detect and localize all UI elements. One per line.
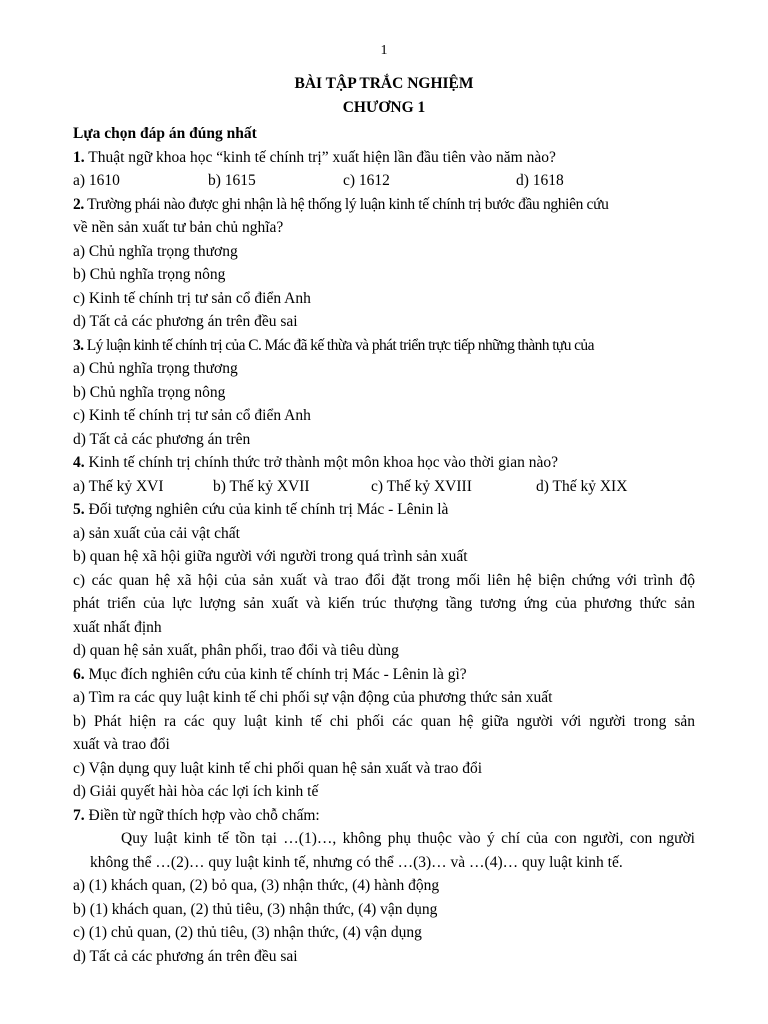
question-4	[73, 451, 695, 475]
option-a: a) (1) khách quan, (2) bỏ qua, (3) nhận thức, (4) hành động	[73, 877, 440, 894]
option-a: a) Thế kỷ XVI	[73, 477, 164, 495]
option-d: d) quan hệ sản xuất, phân phối, trao đổi và tiêu dùng	[73, 642, 399, 659]
question-text: Thuật ngữ khoa học “kinh tế chính trị” xuất hiện lần đầu tiên vào năm nào?	[84, 148, 556, 166]
chapter-heading: CHƯƠNG 1	[342, 99, 426, 116]
question-number: 6.	[73, 665, 85, 683]
option-a: a) Tìm ra các quy luật kinh tế chi phối sự vận động của phương thức sản xuất	[73, 689, 553, 706]
option-a: a) 1610	[73, 172, 120, 189]
question-2-continued: về nền sản xuất tư bản chủ nghĩa?	[73, 219, 284, 236]
option-d: d) Giải quyết hài hòa các lợi ích kinh tế	[73, 783, 319, 800]
option-b: b) Chủ nghĩa trọng nông	[73, 383, 226, 401]
question-1-options	[73, 169, 695, 193]
question-4-options	[73, 475, 695, 499]
option-d: d) Tất cả các phương án trên	[73, 430, 251, 448]
question-6	[73, 663, 695, 687]
option-c: c) (1) chủ quan, (2) thủ tiêu, (3) nhận thức, (4) vận dụng	[73, 924, 422, 941]
option-b: b) Chủ nghĩa trọng nông	[73, 266, 226, 283]
option-c-continued: xuất nhất định	[73, 618, 162, 636]
option-d: d) Tất cả các phương án trên đều sai	[73, 947, 298, 965]
question-number: 5.	[73, 501, 85, 518]
question-2	[73, 193, 695, 217]
question-number: 2.	[73, 195, 84, 213]
question-text: Mục đích nghiên cứu của kinh tế chính trị Mác - Lênin là gì?	[84, 665, 467, 683]
option-c: c) Kinh tế chính trị tư sản cổ điển Anh	[73, 289, 311, 307]
option-b: b) Thế kỷ XVII	[213, 477, 310, 495]
option-b: b) Phát hiện ra các quy luật kinh tế chi phối các quan hệ giữa người với người trong sản	[73, 712, 695, 730]
question-1	[73, 146, 695, 170]
option-c: c) Vận dụng quy luật kinh tế chi phối quan hệ sản xuất và trao đổi	[73, 759, 483, 777]
option-d: d) 1618	[516, 172, 564, 189]
question-number: 7.	[73, 806, 85, 824]
question-7	[73, 804, 695, 828]
option-c: c) Kinh tế chính trị tư sản cổ điển Anh	[73, 407, 311, 424]
question-3	[73, 334, 695, 358]
option-b: b) quan hệ xã hội giữa người với người trong quá trình sản xuất	[73, 548, 468, 565]
instruction-text: Lựa chọn đáp án đúng nhất	[73, 125, 257, 142]
question-text: Đối tượng nghiên cứu của kinh tế chính trị Mác - Lênin là	[84, 501, 449, 518]
option-d: d) Tất cả các phương án trên đều sai	[73, 313, 298, 330]
option-c: c) các quan hệ xã hội của sản xuất và trao đổi đặt trong mối liên hệ biện chứng với trình độ	[73, 571, 695, 589]
passage-line-1: Quy luật kinh tế tồn tại …(1)…, không phụ thuộc vào ý chí của con người, con người	[121, 830, 695, 847]
question-5	[73, 498, 695, 522]
question-text: Lý luận kinh tế chính trị của C. Mác đã kế thừa và phát triển trực tiếp những thành tựu của	[83, 336, 594, 354]
question-number: 1.	[73, 148, 85, 166]
option-c-continued: phát triển của lực lượng sản xuất và kiến trúc thượng tầng tương ứng của phương thức sản	[73, 595, 695, 612]
passage-line-2: không thể …(2)… quy luật kinh tế, nhưng có thể …(3)… và …(4)… quy luật kinh tế.	[90, 853, 623, 871]
question-number: 4.	[73, 454, 85, 471]
option-a: a) sản xuất của cải vật chất	[73, 524, 240, 542]
option-b: b) 1615	[208, 172, 256, 189]
question-text: Kinh tế chính trị chính thức trở thành một môn khoa học vào thời gian nào?	[84, 454, 558, 471]
question-number: 3.	[73, 336, 84, 354]
option-c: c) 1612	[343, 172, 390, 189]
option-a: a) Chủ nghĩa trọng thương	[73, 242, 238, 260]
option-d: d) Thế kỷ XIX	[536, 477, 628, 495]
question-text: Điền từ ngữ thích hợp vào chỗ chấm:	[84, 806, 320, 824]
option-b: b) (1) khách quan, (2) thủ tiêu, (3) nhận thức, (4) vận dụng	[73, 900, 438, 918]
exercise-content	[73, 122, 695, 968]
question-text: Trường phái nào được ghi nhận là hệ thống lý luận kinh tế chính trị bước đầu nghiên cứu	[83, 195, 609, 213]
option-a: a) Chủ nghĩa trọng thương	[73, 360, 238, 377]
page-number: 1	[380, 43, 388, 58]
document-title: BÀI TẬP TRẮC NGHIỆM	[294, 75, 474, 92]
option-c: c) Thế kỷ XVIII	[371, 477, 472, 495]
option-b-continued: xuất và trao đổi	[73, 736, 170, 753]
